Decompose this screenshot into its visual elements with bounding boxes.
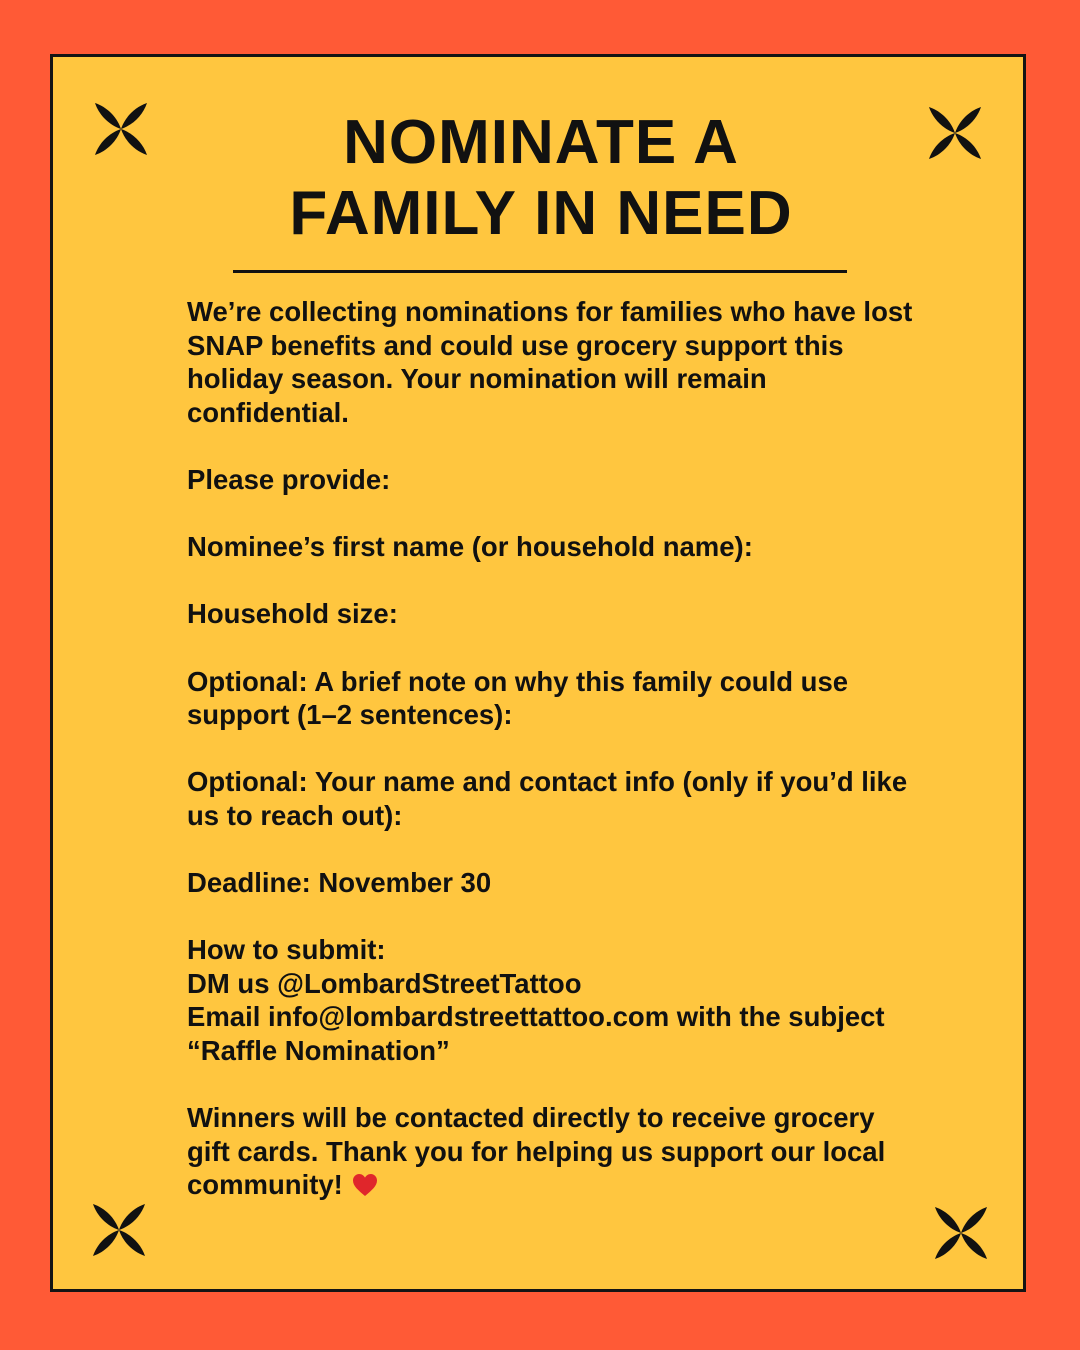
submit-dm-line: DM us @LombardStreetTattoo <box>187 967 582 999</box>
please-provide-label: Please provide: <box>187 463 391 495</box>
nominee-name-field-label: Nominee’s first name (or household name): <box>187 531 753 563</box>
four-petal-star-icon <box>89 1200 149 1260</box>
title-divider <box>233 270 847 273</box>
title-line-2: FAMILY IN NEED <box>289 179 793 248</box>
household-size-field-label: Household size: <box>187 598 398 630</box>
submit-email-line: Email info@lombardstreettattoo.com with the subject “Raffle Nomination” <box>187 1001 885 1067</box>
body-copy <box>187 295 917 1202</box>
heart-icon <box>352 1173 378 1197</box>
page-title <box>53 107 1029 249</box>
nomination-card <box>50 54 1026 1292</box>
four-petal-star-icon <box>931 1203 991 1263</box>
note-field-label: Optional: A brief note on why this family could use support (1–2 sentences): <box>187 665 849 731</box>
contact-field-label: Optional: Your name and contact info (only if you’d like us to reach out): <box>187 766 908 831</box>
title-line-1: NOMINATE A <box>343 108 739 177</box>
closing-paragraph <box>187 1101 917 1202</box>
intro-paragraph: We’re collecting nominations for families who have lost SNAP benefits and could use grocery support this holiday season. Your nomination will remain confidential. <box>187 296 913 428</box>
deadline-text: Deadline: November 30 <box>187 867 492 899</box>
submit-heading: How to submit: <box>187 934 386 966</box>
closing-text: Winners will be contacted directly to receive grocery gift cards. Thank you for helping us support our local community! <box>187 1102 886 1201</box>
